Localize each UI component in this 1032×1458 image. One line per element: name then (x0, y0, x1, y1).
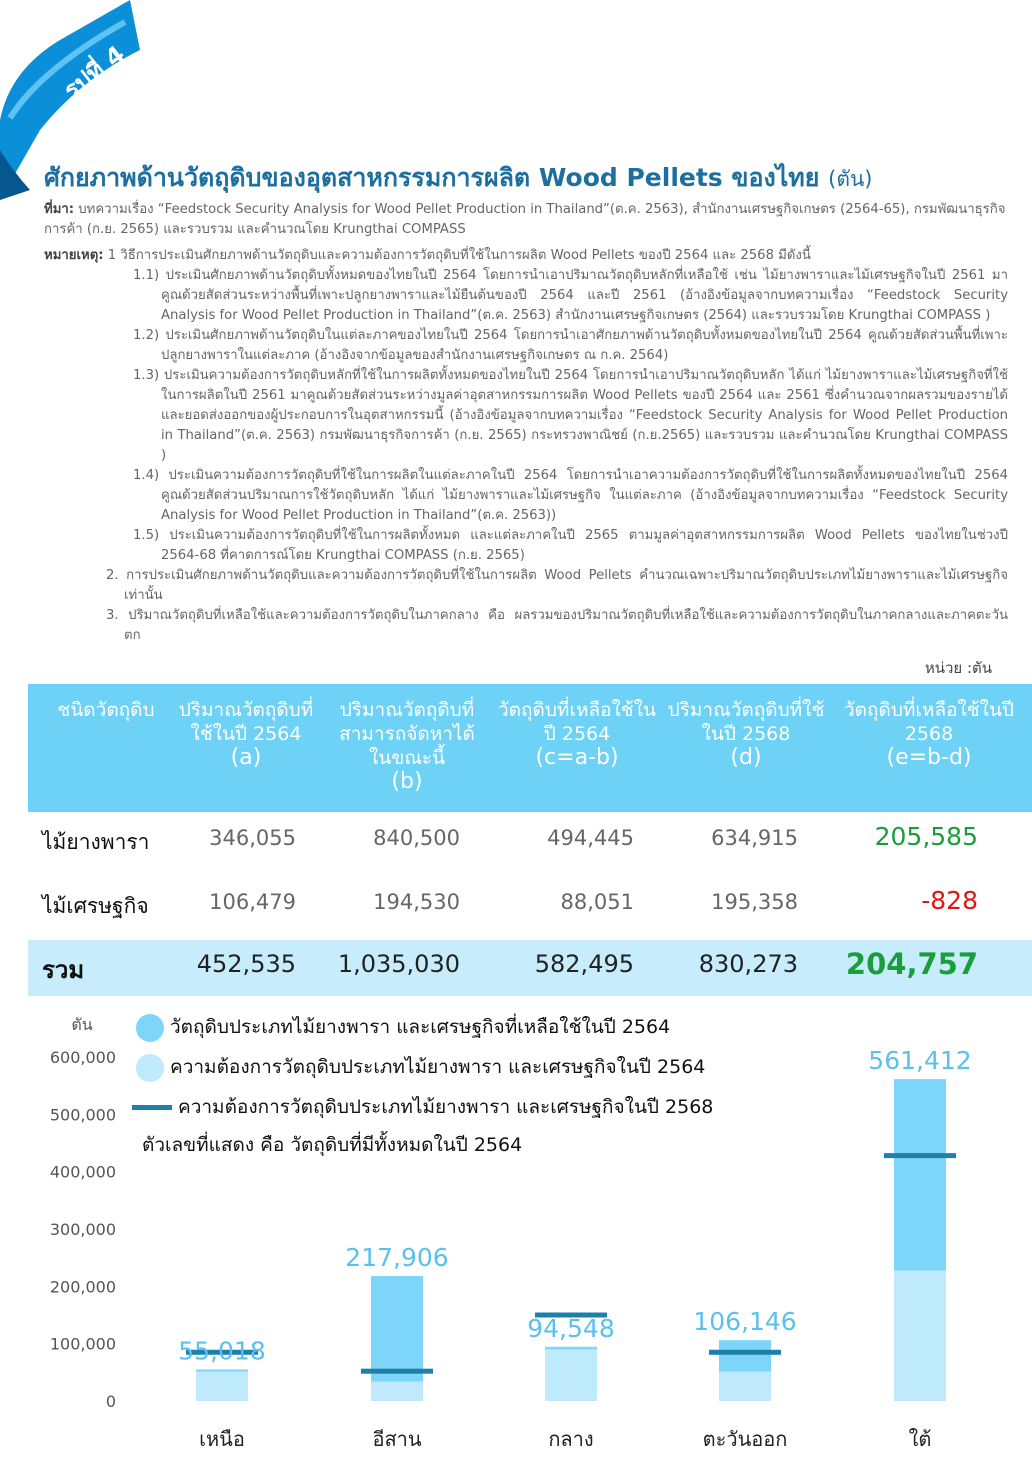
bar-demand-2564 (545, 1349, 597, 1401)
marker-demand-2568 (361, 1369, 433, 1374)
note-item: 3. ปริมาณวัตถุดิบที่เหลือใช้และความต้องการวัตถุดิบในภาคกลาง คือ ผลรวมของปริมาณวัตถุดิบที่เหลือใช้และความต้องการวัตถุดิบในภาคกลางและภาคตะวันตก (106, 608, 1008, 643)
table-header-cell (36, 698, 176, 722)
header-formula: (c=a-b) (535, 745, 619, 770)
header-formula: (b) (391, 769, 423, 794)
marker-demand-2568 (884, 1153, 956, 1158)
header-label: ชนิดวัตถุดิบ (57, 699, 155, 721)
bar-demand-2564 (371, 1382, 423, 1401)
table-header (28, 684, 1032, 812)
x-tick-label: เหนือ (199, 1427, 245, 1451)
header-label: วัตถุดิบที่เหลือใช้ในปี 2564 (498, 699, 656, 745)
legend-label: ความต้องการวัตถุดิบประเภทไม้ยางพารา และเศรษฐกิจในปี 2568 (178, 1096, 714, 1118)
table-cell: 634,915 (711, 826, 798, 850)
y-tick-label: 600,000 (49, 1048, 116, 1067)
notes-section (44, 200, 1008, 646)
row-label: ไม้เศรษฐกิจ (42, 894, 149, 918)
table-cell: 106,479 (209, 890, 296, 914)
table-cell: 1,035,030 (337, 950, 460, 978)
title-text: ศักยภาพด้านวัตถุดิบของอุตสาหกรรมการผลิต Wood Pellets ของไทย (44, 163, 820, 192)
table-cell: -828 (921, 886, 978, 915)
note-item: 1.4) ประเมินความต้องการวัตถุดิบที่ใช้ในการผลิตในแต่ละภาคในปี 2564 โดยการนำเอาความต้องการวัตถุดิบที่ใช้ในการผลิตทั้งหมดของไทยในปี 2564 คูณด้วยสัดส่วนปริมาณการใช้วัตถุดิบหลัก ได้แก่ ไม้ยางพาราและไม้เศรษฐกิจ ในแต่ละภาค (อ้างอิงข้อมูลจากบทความเรื่อง “Feedstock Security Analysis for Wood Pellet Production in Thailand”(ต.ค. 2563)) (133, 468, 1008, 523)
table-cell: 452,535 (196, 950, 296, 978)
row-label: ไม้ยางพารา (42, 830, 150, 854)
source-note (44, 200, 1008, 240)
table-header-cell (834, 698, 1024, 770)
notes-intro-text: 1 วิธีการประเมินศักยภาพด้านวัตถุดิบและความต้องการวัตถุดิบที่ใช้ในการผลิต Wood Pellets ของปี 2564 และ 2568 มีดังนี้ (107, 248, 811, 263)
bar-surplus-2564 (894, 1079, 946, 1270)
bar-surplus-2564 (545, 1347, 597, 1350)
y-tick-label: 400,000 (49, 1162, 116, 1182)
legend-label: ความต้องการวัตถุดิบประเภทไม้ยางพารา และเศรษฐกิจในปี 2564 (170, 1056, 706, 1078)
notes-intro (44, 246, 1008, 266)
x-tick-label: ใต้ (908, 1427, 932, 1451)
legend-item (132, 1092, 713, 1122)
source-text: บทความเรื่อง “Feedstock Security Analysis for Wood Pellet Production in Thailand”(ต.ค. 2563), สำนักงานเศรษฐกิจเกษตร (2564-65), กรมพัฒนาธุรกิจการค้า (ก.ย. 2565) และรวบรวม และคำนวณโดย Krungthai COMPASS (44, 202, 1006, 237)
table-cell: 88,051 (560, 890, 634, 914)
page-title (44, 158, 1004, 198)
note-item: 1.5) ประเมินความต้องการวัตถุดิบที่ใช้ในการผลิตทั้งหมด และแต่ละภาคในปี 2565 ตามมูลค่าอุตสาหกรรมการผลิต Wood Pellets ของไทยในช่วงปี 2564-68 ที่คาดการณ์โดย Krungthai COMPASS (ก.ย. 2565) (133, 528, 1008, 563)
table-header-cell (498, 698, 656, 770)
figure-badge-label: รูปที่ 4 (58, 40, 131, 105)
table-row (28, 812, 1032, 868)
x-tick-label: ตะวันออก (702, 1427, 788, 1451)
header-formula: (a) (230, 745, 262, 770)
row-label: รวม (42, 956, 85, 984)
unit-label: หน่วย :ตัน (924, 659, 992, 677)
y-tick-label: 100,000 (49, 1334, 116, 1354)
header-formula: (d) (730, 745, 762, 770)
legend-note: ตัวเลขที่แสดง คือ วัตถุดิบที่มีทั้งหมดในปี 2564 (142, 1134, 523, 1156)
note-item: 1.2) ประเมินศักยภาพด้านวัตถุดิบในแต่ละภาคของไทยในปี 2564 โดยการนำเอาศักยภาพด้านวัตถุดิบทั้งหมดของไทยในปี 2564 คูณด้วยสัดส่วนพื้นที่เพาะปลูกยางพาราในแต่ละภาค (อ้างอิงจากข้อมูลของสำนักงานเศรษฐกิจเกษตร ณ ก.ค. 2564) (133, 328, 1008, 363)
table-cell: 346,055 (209, 826, 296, 850)
bar-surplus-2564 (371, 1276, 423, 1381)
bar-total-label: 217,906 (345, 1243, 449, 1273)
bar-demand-2564 (894, 1271, 946, 1401)
legend-item (136, 1012, 670, 1042)
table-cell: 205,585 (874, 822, 978, 851)
header-formula: (e=b-d) (886, 745, 972, 770)
table-row (28, 876, 1032, 932)
table-cell: 830,273 (698, 950, 798, 978)
table-cell: 840,500 (373, 826, 460, 850)
bar-total-label: 55,018 (178, 1336, 266, 1366)
legend-item (136, 1052, 705, 1082)
table-total-row (28, 940, 1032, 996)
table-cell: 194,530 (373, 890, 460, 914)
y-tick-label: 500,000 (49, 1105, 116, 1125)
y-tick-label: 0 (105, 1392, 116, 1411)
header-label: ปริมาณวัตถุดิบที่สามารถจัดหาได้ในขณะนี้ (339, 699, 475, 769)
source-label: ที่มา: (44, 202, 75, 217)
table-cell: 494,445 (547, 826, 634, 850)
y-axis-label: ตัน (71, 1015, 93, 1034)
note-item: 1.1) ประเมินศักยภาพด้านวัตถุดิบทั้งหมดของไทยในปี 2564 โดยการนำเอาปริมาณวัตถุดิบหลักที่เหลือใช้ เช่น ไม้ยางพาราและไม้เศรษฐกิจในปี 2561 มาคูณด้วยสัดส่วนระหว่างพื้นที่เพาะปลูกยางพาราและไม้ยืนต้นของปี 2564 และปี 2561 (อ้างอิงข้อมูลจากบทความเรื่อง “Feedstock Security Analysis for Wood Pellet Production in Thailand”(ต.ค. 2563) สำนักงานเศรษฐกิจเกษตร (2564) และรวบรวมโดย Krungthai COMPASS ) (133, 268, 1008, 323)
note-item: 2. การประเมินศักยภาพด้านวัตถุดิบและความต้องการวัตถุดิบที่ใช้ในการผลิต Wood Pellets คำนวณเฉพาะปริมาณวัตถุดิบประเภทไม้ยางพาราและไม้เศรษฐกิจเท่านั้น (106, 568, 1008, 603)
legend-swatch-icon (136, 1014, 164, 1042)
legend-line-icon (132, 1105, 172, 1110)
bar-surplus-2564 (719, 1340, 771, 1372)
table-cell: 582,495 (534, 950, 634, 978)
y-tick-label: 200,000 (49, 1277, 116, 1297)
table-header-cell (330, 698, 484, 794)
table-header-cell (666, 698, 826, 770)
bar-demand-2564 (196, 1372, 248, 1401)
table-header-cell (174, 698, 318, 770)
notes-label: หมายเหตุ: (44, 248, 104, 263)
header-label: ปริมาณวัตถุดิบที่ใช้ในปี 2568 (667, 699, 825, 745)
x-tick-label: กลาง (548, 1427, 594, 1451)
marker-demand-2568 (709, 1350, 781, 1355)
table-cell: 204,757 (845, 947, 978, 981)
note-item: 1.3) ประเมินความต้องการวัตถุดิบหลักที่ใช้ในการผลิตทั้งหมดของไทยในปี 2564 โดยการนำเอาปริมาณวัตถุดิบหลัก ได้แก่ ไม้ยางพาราและไม้เศรษฐกิจที่ใช้ในการผลิตในปี 2561 มาคูณด้วยสัดส่วนระหว่างมูลค่าอุตสาหกรรมการผลิต Wood Pellets ของปี 2564 และ 2561 ซึ่งคำนวณจากผลรวมของรายได้และยอดส่งออกของผู้ประกอบการในอุตสาหกรรมนี้ (อ้างอิงข้อมูลจากบทความเรื่อง “Feedstock Security Analysis for Wood Pellet Production in Thailand”(ต.ค. 2563) กรมพัฒนาธุรกิจการค้า (ก.ย. 2565) กระทรวงพาณิชย์ (ก.ย.2565) และรวบรวม และคำนวณโดย Krungthai COMPASS ) (133, 368, 1008, 463)
bar-total-label: 106,146 (693, 1307, 797, 1337)
title-unit: (ตัน) (828, 167, 873, 191)
bar-total-label: 94,548 (527, 1313, 615, 1343)
header-label: วัตถุดิบที่เหลือใช้ในปี 2568 (843, 699, 1014, 745)
bar-demand-2564 (719, 1372, 771, 1401)
y-tick-label: 300,000 (49, 1220, 116, 1239)
legend-label: วัตถุดิบประเภทไม้ยางพารา และเศรษฐกิจที่เหลือใช้ในปี 2564 (170, 1016, 671, 1038)
bar-surplus-2564 (196, 1369, 248, 1371)
header-label: ปริมาณวัตถุดิบที่ใช้ในปี 2564 (178, 699, 314, 745)
bar-total-label: 561,412 (868, 1046, 972, 1076)
legend-swatch-icon (136, 1054, 164, 1082)
x-tick-label: อีสาน (372, 1427, 422, 1451)
table-cell: 195,358 (711, 890, 798, 914)
